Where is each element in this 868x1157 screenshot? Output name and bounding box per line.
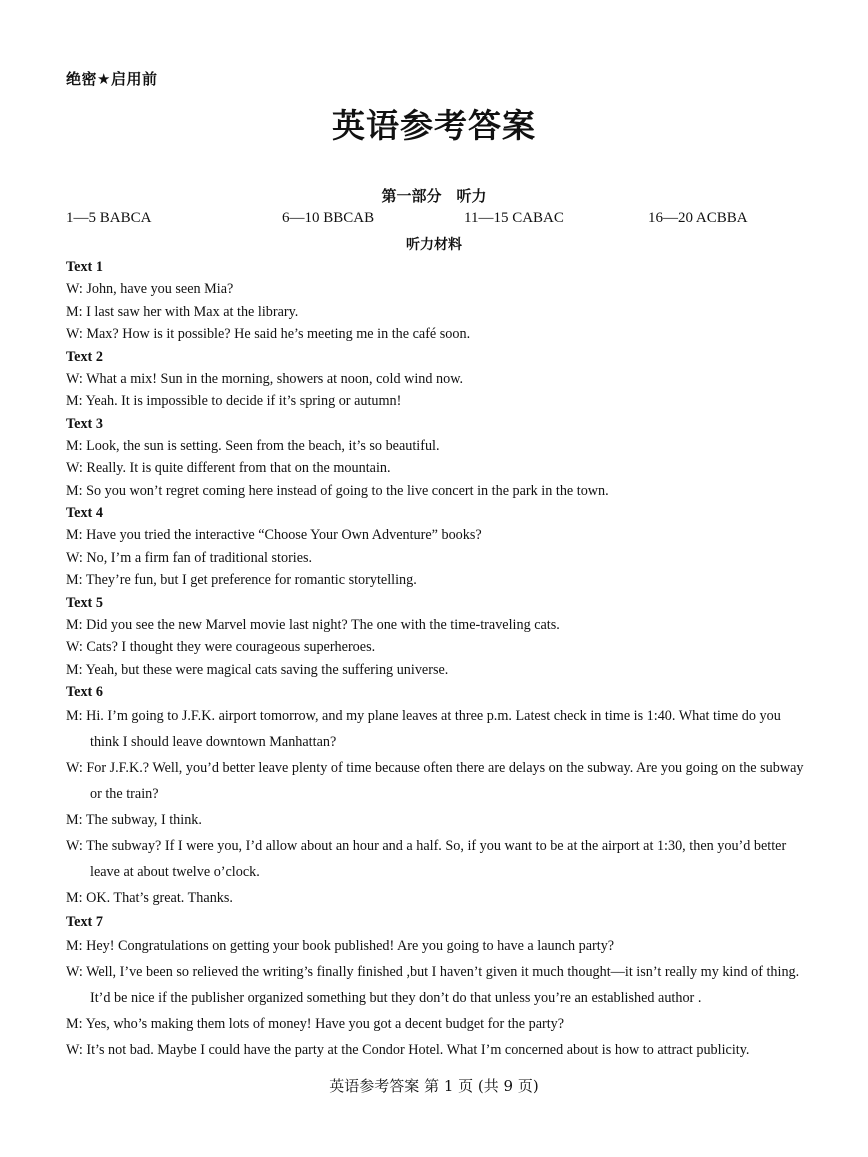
dialogue-line: M: Did you see the new Marvel movie last night? The one with the time-traveling cats. (66, 616, 560, 633)
text-title: Text 3 (66, 415, 103, 432)
page-title: 英语参考答案 (332, 106, 536, 145)
dialogue-line: M: Look, the sun is setting. Seen from the beach, it’s so beautiful. (66, 437, 440, 454)
dialogue-line: M: The subway, I think. (66, 812, 202, 828)
text-title: Text 1 (66, 259, 103, 275)
dialogue-line: W: What a mix! Sun in the morning, showers at noon, cold wind now. (66, 370, 464, 387)
dialogue-line: W: John, have you seen Mia? (66, 281, 234, 297)
dialogue-line: W: No, I’m a firm fan of traditional stories. (66, 549, 313, 566)
dialogue-line: M: Have you tried the interactive “Choose Your Own Adventure” books? (66, 527, 482, 543)
dialogue-line: M: Hi. I’m going to J.F.K. airport tomorrow, and my plane leaves at three p.m. Latest check in time is 1:40. What time do you think I should leave downtown Manhattan? (66, 708, 781, 750)
answer-group-1: 1—5 BABCA (66, 210, 152, 226)
text-title: Text 7 (66, 914, 103, 930)
text-title: Text 5 (66, 594, 103, 611)
dialogue-line: W: For J.F.K.? Well, you’d better leave plenty of time because often there are delays on the subway. Are you going on the subway or the train? (66, 760, 804, 802)
text-title: Text 6 (66, 684, 103, 700)
transcript-section (66, 413, 808, 503)
dialogue-line: M: They’re fun, but I get preference for romantic storytelling. (66, 572, 417, 588)
transcript-section (66, 681, 808, 911)
transcript-section (66, 256, 808, 346)
transcript-section (66, 592, 808, 682)
dialogue-line: M: Yeah. It is impossible to decide if it’s spring or autumn! (66, 393, 402, 409)
transcript-section (66, 502, 808, 592)
dialogue-line: M: I last saw her with Max at the library. (66, 303, 299, 320)
confidential-label: 绝密★启用前 (66, 70, 158, 88)
transcript (66, 256, 808, 1063)
section-heading-listening: 第一部分 听力 (381, 187, 487, 205)
transcript-section (66, 346, 808, 413)
dialogue-line: M: OK. That’s great. Thanks. (66, 890, 233, 906)
answer-group-3: 11—15 CABAC (464, 210, 564, 226)
dialogue-line: W: Well, I’ve been so relieved the writing’s finally finished ,but I haven’t given it much thought—it isn’t really my kind of thing. It’d be nice if the publisher organized something but they don’t do that unless you’re an established author . (66, 964, 800, 1006)
answer-group-2: 6—10 BBCAB (282, 210, 375, 226)
dialogue-line: M: Yeah, but these were magical cats saving the suffering universe. (66, 661, 449, 678)
page-footer: 英语参考答案 第 1 页 (共 9 页) (329, 1077, 539, 1095)
dialogue-line: M: So you won’t regret coming here instead of going to the live concert in the park in the town. (66, 482, 609, 499)
answer-group-4: 16—20 ACBBA (648, 210, 748, 226)
dialogue-line: W: It’s not bad. Maybe I could have the party at the Condor Hotel. What I’m concerned about is how to attract publicity. (66, 1042, 750, 1058)
text-title: Text 2 (66, 348, 103, 365)
dialogue-line: W: Really. It is quite different from that on the mountain. (66, 460, 391, 476)
dialogue-line: M: Hey! Congratulations on getting your book published! Are you going to have a launch party? (66, 938, 615, 954)
dialogue-line: W: The subway? If I were you, I’d allow about an hour and a half. So, if you want to be at the airport at 1:30, then you’d better leave at about twelve o’clock. (66, 838, 787, 880)
dialogue-line: W: Max? How is it possible? He said he’s meeting me in the café soon. (66, 326, 471, 342)
dialogue-line: M: Yes, who’s making them lots of money! Have you got a decent budget for the party? (66, 1016, 565, 1032)
text-title: Text 4 (66, 505, 103, 521)
listening-material-heading: 听力材料 (406, 237, 462, 253)
transcript-section (66, 911, 808, 1063)
dialogue-line: W: Cats? I thought they were courageous superheroes. (66, 639, 376, 655)
